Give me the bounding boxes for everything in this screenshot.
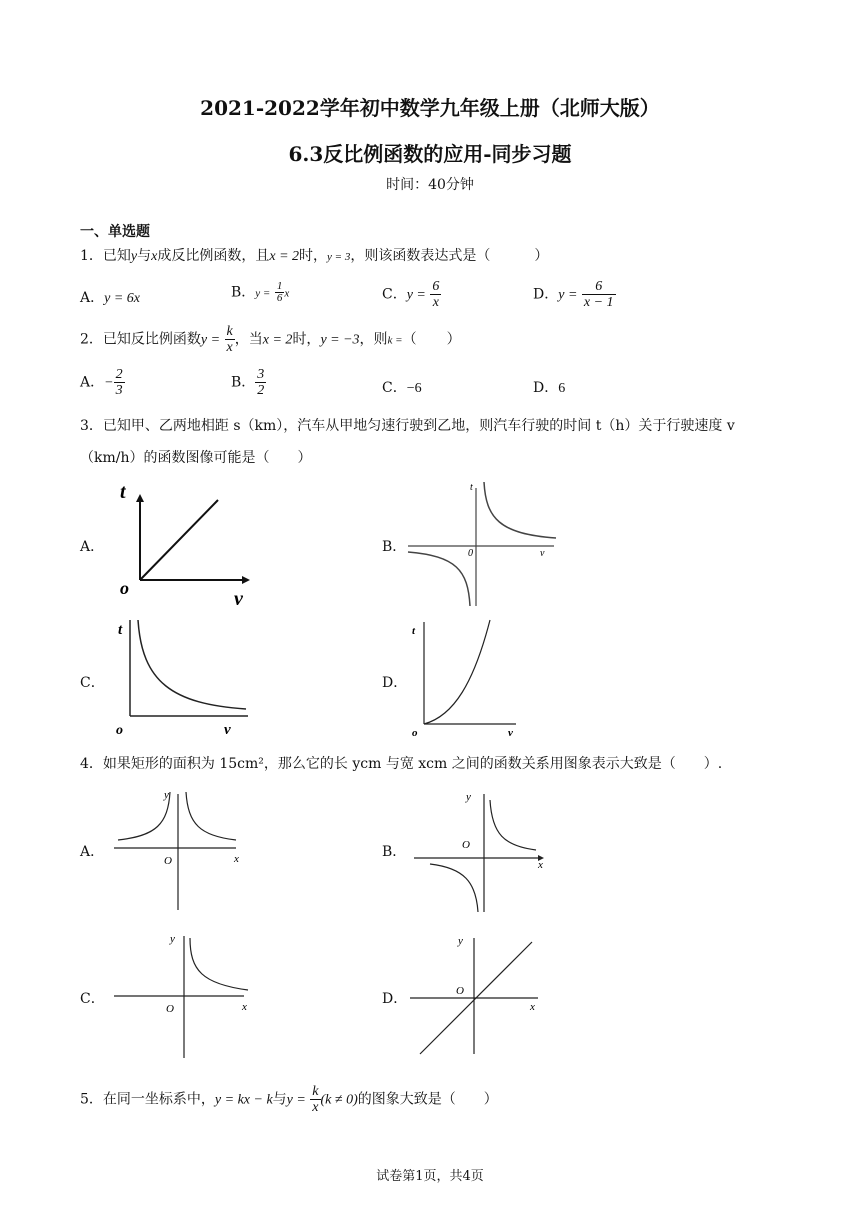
- q4-option-c-label[interactable]: C．: [80, 991, 105, 1007]
- axis-label-y: y: [164, 789, 169, 801]
- origin-label: O: [166, 1003, 174, 1015]
- axis-label-v: v: [224, 722, 231, 738]
- origin-label: o: [412, 727, 418, 739]
- origin-label: O: [462, 839, 470, 851]
- page-footer: 试卷第1页，共4页: [376, 1169, 484, 1184]
- q3-option-c-label[interactable]: C．: [80, 675, 105, 691]
- origin-label: o: [120, 578, 129, 598]
- q1-option-d[interactable]: D．y = $\frac{6}{x - 1}$: [533, 279, 614, 310]
- axis-label-y: y: [458, 935, 463, 947]
- q4-graph-b[interactable]: [410, 786, 550, 916]
- axis-label-y: y: [466, 791, 471, 803]
- parabola-curve: [424, 620, 490, 724]
- hyperbola-curve: [138, 620, 246, 709]
- time-limit: 时间：40分钟: [386, 177, 474, 193]
- axis-label-v: v: [234, 588, 243, 608]
- origin-label: O: [456, 985, 464, 997]
- q2-option-a[interactable]: A．− $\frac{2}{3}$: [80, 367, 123, 398]
- hyperbola-left: [118, 792, 170, 840]
- axis-label-t: t: [412, 625, 416, 637]
- q4-graph-a[interactable]: [110, 784, 250, 914]
- axis-label-x: x: [242, 1001, 247, 1013]
- axis-label-x: x: [234, 853, 239, 865]
- question-2-stem: 2．已知反比例函数y = $\frac{k}{x}$ ，当x = 2时，y = −3，则k =（ ）: [80, 324, 461, 355]
- q4-graph-c[interactable]: [110, 926, 260, 1060]
- q2-option-b[interactable]: B． $\frac{3}{2}$: [231, 367, 265, 398]
- q4-option-d-label[interactable]: D．: [382, 991, 408, 1007]
- axis-label-v: v: [508, 727, 513, 739]
- question-3-line-1: 3．已知甲、乙两地相距 s（km），汽车从甲地匀速行驶到乙地，则汽车行驶的时间 t（h）关于行驶速度 v: [80, 418, 735, 434]
- page-subtitle: 6.3反比例函数的应用-同步习题: [288, 142, 572, 166]
- q3-graph-d[interactable]: [404, 612, 524, 740]
- q4-graph-d[interactable]: [406, 928, 546, 1058]
- axis-label-v: v: [540, 548, 545, 559]
- q4-option-b-label[interactable]: B．: [382, 844, 407, 860]
- question-3-line-2: （km/h）的函数图像可能是（ ）: [80, 450, 312, 466]
- hyperbola-right: [186, 792, 236, 840]
- axis-label-t: t: [118, 622, 123, 638]
- origin-label: o: [116, 723, 123, 738]
- linear-graph: [140, 500, 218, 580]
- q3-option-d-label[interactable]: D．: [382, 675, 408, 691]
- axis-label-y: y: [170, 933, 175, 945]
- q2-option-d[interactable]: D．6: [533, 380, 566, 396]
- q3-option-a-label[interactable]: A．: [80, 539, 105, 555]
- q3-option-b-label[interactable]: B．: [382, 539, 407, 555]
- q3-graph-a[interactable]: [112, 478, 262, 608]
- question-1-stem: 1．已知y与x成反比例函数，且x = 2时，y = 3，则该函数表达式是（ ）: [80, 248, 549, 264]
- axis-label-x: x: [538, 859, 543, 871]
- page-title: 2021-2022学年初中数学九年级上册（北师大版）: [200, 96, 660, 120]
- q4-option-a-label[interactable]: A．: [80, 844, 105, 860]
- y-axis-arrow: [136, 494, 144, 502]
- q1-option-c[interactable]: C．y = $\frac{6}{x}$: [382, 279, 440, 310]
- section-heading: 一、单选题: [80, 224, 150, 240]
- origin-label: O: [164, 855, 172, 867]
- origin-label: 0: [468, 548, 473, 559]
- question-4-stem: 4．如果矩形的面积为 15cm²，那么它的长 ycm 与宽 xcm 之间的函数关系用图象表示大致是（ ）.: [80, 756, 723, 772]
- axis-label-t: t: [120, 481, 126, 503]
- q1-option-b[interactable]: B．y = $\frac{1}{6}$ x: [231, 280, 290, 304]
- axis-label-t: t: [470, 482, 473, 493]
- axis-label-x: x: [530, 1001, 535, 1013]
- x-axis-arrow: [242, 576, 250, 584]
- hyperbola-branch-2: [408, 552, 470, 606]
- hyperbola-right: [490, 800, 536, 850]
- q3-graph-b[interactable]: [404, 478, 564, 608]
- hyperbola-left: [430, 864, 478, 912]
- q2-option-c[interactable]: C．−6: [382, 380, 422, 396]
- q1-option-a[interactable]: A．y = 6x: [80, 290, 140, 306]
- q3-graph-c[interactable]: [112, 612, 262, 740]
- hyperbola-branch-1: [484, 482, 556, 538]
- hyperbola-right: [190, 938, 248, 990]
- question-5-stem: 5．在同一坐标系中，y = kx − k与y = $\frac{k}{x}$ (k ≠ 0)的图象大致是（ ）: [80, 1084, 498, 1115]
